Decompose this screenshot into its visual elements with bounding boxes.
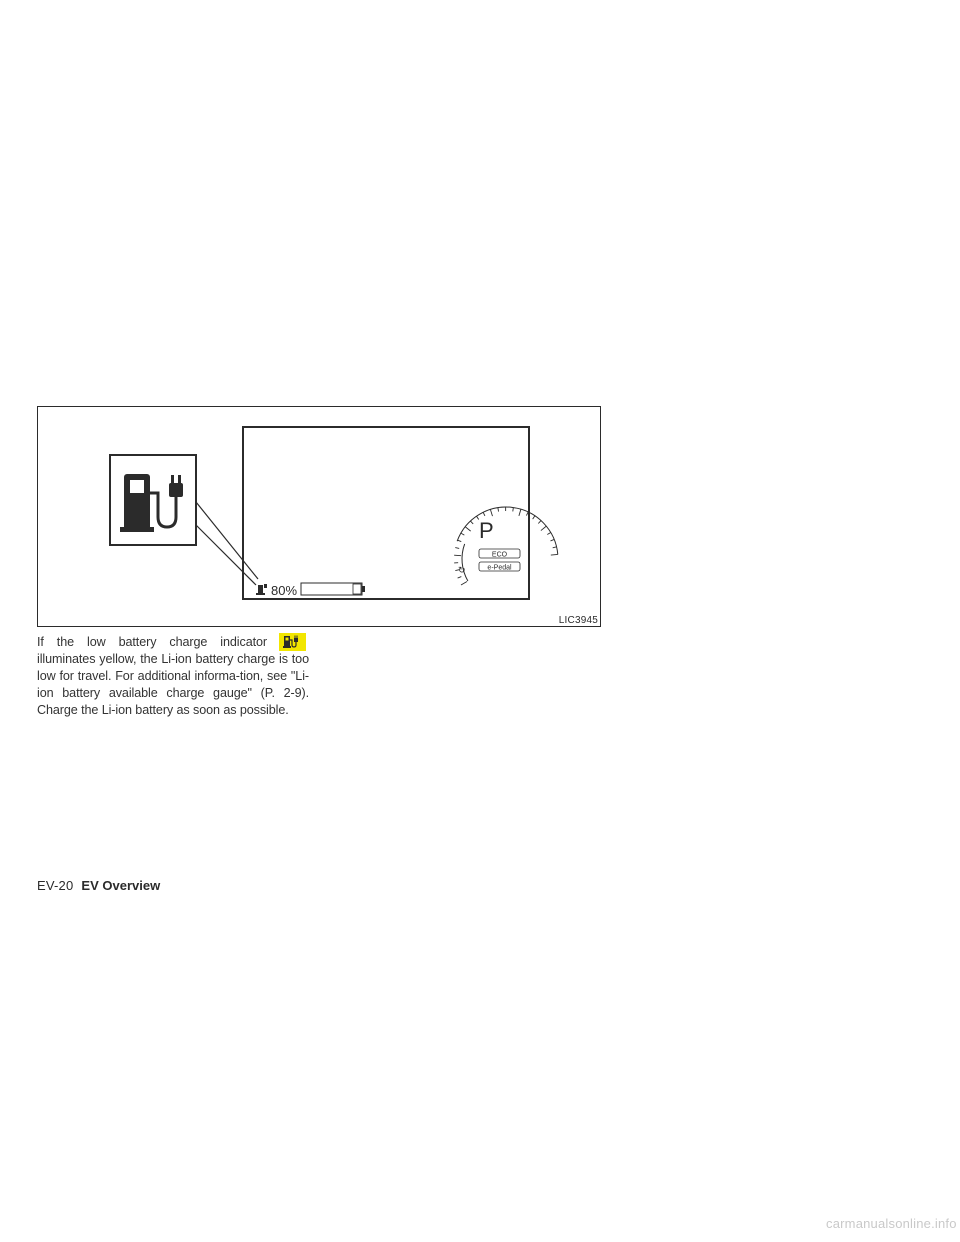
instrument-display-figure xyxy=(37,406,601,627)
gauge-tick xyxy=(550,539,554,541)
low-battery-charge-indicator-icon xyxy=(279,633,306,651)
gauge-tick xyxy=(547,533,550,535)
battery-icon xyxy=(301,583,365,595)
gauge-tick xyxy=(553,547,557,548)
page-number: EV-20 xyxy=(37,878,74,893)
paragraph-first-line: If the low battery charge indicator xyxy=(37,635,267,649)
paragraph-rest: illuminates yellow, the Li-ion battery charge is too low for travel. For additional informa-tion, see "Li-ion battery available charge gauge" (P. 2-9). Charge the Li-ion battery as soon as possible. xyxy=(37,652,309,717)
gauge-tick xyxy=(538,521,541,524)
leader-line-bottom xyxy=(196,525,256,585)
body-paragraph xyxy=(37,634,309,719)
charge-percent-label: 80% xyxy=(271,583,298,598)
gauge-tick xyxy=(483,512,485,516)
gauge-arc xyxy=(457,507,558,554)
gauge-tick xyxy=(454,555,461,556)
figure-code: LIC3945 xyxy=(558,615,598,626)
gauge-tick xyxy=(461,533,464,535)
gauge-tick xyxy=(519,509,521,516)
gauge-tick xyxy=(541,526,546,530)
gauge-tick xyxy=(458,577,462,578)
section-title: EV Overview xyxy=(81,878,161,893)
display-screen-frame xyxy=(243,427,529,599)
gauge-tick xyxy=(458,540,462,541)
gauge-tick xyxy=(526,512,528,516)
leader-line-top xyxy=(196,502,258,579)
gauge-tick xyxy=(490,509,492,516)
gauge-tick xyxy=(470,521,473,524)
gauge-tick xyxy=(533,516,535,519)
gauge-tick xyxy=(461,582,467,586)
watermark: carmanualsonline.info xyxy=(826,1216,957,1231)
figure-illustration xyxy=(38,407,602,628)
shift-position-indicator: P xyxy=(479,518,494,543)
gauge-tick xyxy=(455,548,459,549)
small-charge-indicator-icon xyxy=(256,584,267,595)
charge-station-icon xyxy=(110,455,196,545)
power-gauge-icon xyxy=(454,507,558,585)
gauge-regen-arc xyxy=(462,544,468,581)
eco-mode-badge: ECO xyxy=(491,551,508,559)
gauge-tick xyxy=(551,554,558,555)
epedal-mode-badge: e-Pedal xyxy=(487,564,512,572)
gauge-tick xyxy=(513,508,514,512)
gauge-tick xyxy=(498,508,499,512)
page-footer xyxy=(37,878,160,893)
gauge-tick xyxy=(465,527,470,531)
regen-symbol-icon: ↻ xyxy=(458,565,466,575)
